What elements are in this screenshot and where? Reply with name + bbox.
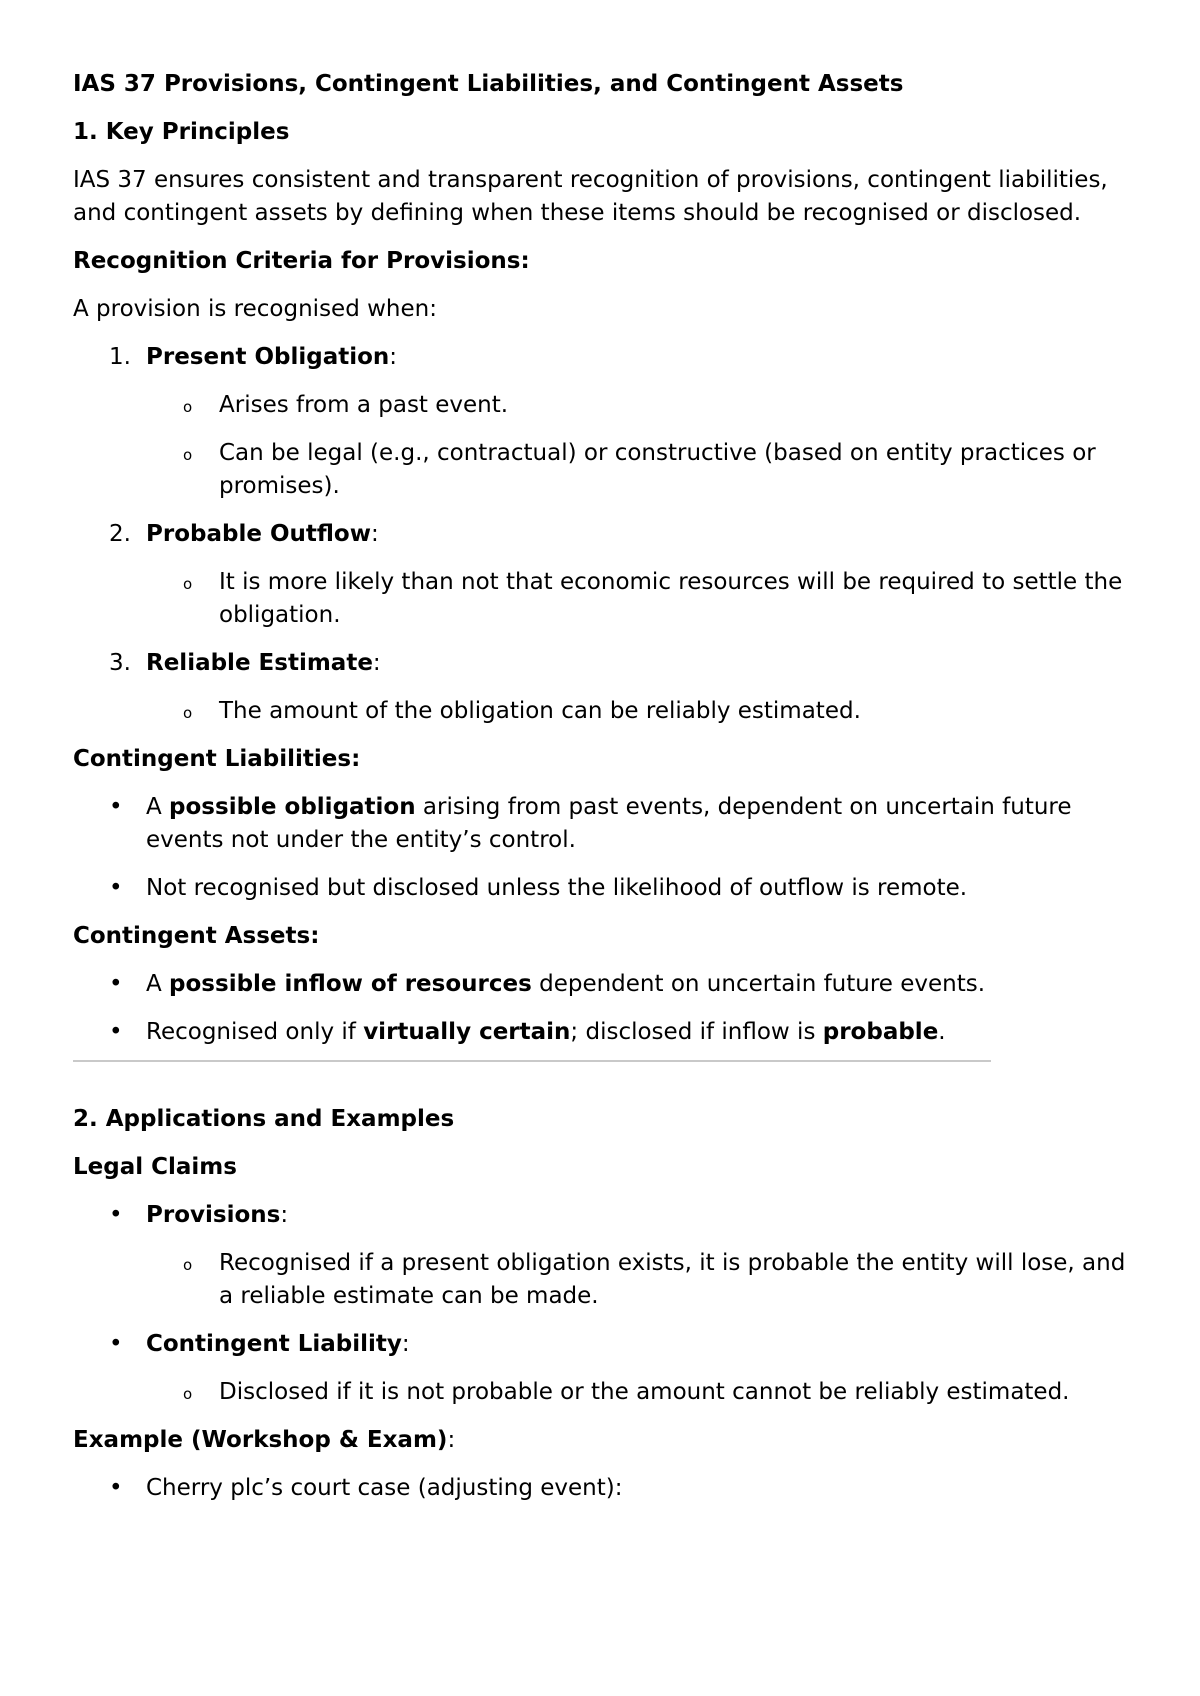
sub-bullet-marker: o	[183, 398, 193, 416]
sub-bullet-marker: o	[183, 704, 193, 722]
sub-bullet-marker: o	[183, 1385, 193, 1403]
list-number: 1.	[109, 344, 131, 370]
bullet-item	[73, 1016, 1133, 1049]
bullet-label: Contingent Liability	[146, 1331, 402, 1357]
sub-item-text: The amount of the obligation can be reliably estimated.	[219, 698, 861, 724]
sub-item-text: Can be legal (e.g., contractual) or constructive (based on entity practices or promises).	[219, 440, 1096, 499]
bullet-text-bold: possible obligation	[169, 794, 416, 820]
sub-list-item	[73, 566, 1133, 632]
section-heading-key-principles: 1. Key Principles	[73, 119, 290, 145]
document-title: IAS 37 Provisions, Contingent Liabilities, and Contingent Assets	[73, 71, 904, 97]
bullet-item-provisions	[73, 1199, 1133, 1232]
sub-item-text: Disclosed if it is not probable or the amount cannot be reliably estimated.	[219, 1379, 1070, 1405]
bullet-text-post: dependent on uncertain future events.	[531, 971, 986, 997]
horizontal-rule	[73, 1060, 991, 1062]
bullet-marker: •	[109, 794, 123, 820]
sub-list-item	[73, 1247, 1133, 1313]
list-number: 2.	[109, 521, 131, 547]
sub-bullet-marker: o	[183, 1256, 193, 1274]
sub-list-item	[73, 1376, 1133, 1409]
bullet-label: Provisions	[146, 1202, 281, 1228]
recognition-criteria-heading: Recognition Criteria for Provisions:	[73, 248, 530, 274]
contingent-liabilities-heading: Contingent Liabilities:	[73, 746, 361, 772]
example-colon: :	[447, 1427, 456, 1453]
criterion-present-obligation	[73, 341, 1133, 374]
criterion-probable-outflow	[73, 518, 1133, 551]
document-page	[73, 68, 1133, 1520]
bullet-text-bold: possible inflow of resources	[169, 971, 532, 997]
bullet-text-post: arising from past events, dependent on uncertain future events not under the entity’s control.	[146, 794, 1072, 853]
section-heading-applications: 2. Applications and Examples	[73, 1106, 455, 1132]
bullet-item-contingent-liability	[73, 1328, 1133, 1361]
criterion-colon: :	[370, 521, 379, 547]
bullet-text-bold: virtually certain	[363, 1019, 571, 1045]
bullet-marker: •	[109, 971, 123, 997]
bullet-text-post: .	[938, 1019, 946, 1045]
bullet-marker: •	[109, 1331, 123, 1357]
bullet-text-mid: ; disclosed if inflow is	[570, 1019, 823, 1045]
bullet-colon: :	[401, 1331, 410, 1357]
example-label: Example (Workshop & Exam)	[73, 1427, 448, 1453]
bullet-text-pre: A	[146, 794, 170, 820]
sub-item-text: It is more likely than not that economic resources will be required to settle the obligation.	[219, 569, 1123, 628]
bullet-text: Not recognised but disclosed unless the likelihood of outflow is remote.	[146, 875, 968, 901]
criterion-colon: :	[372, 650, 381, 676]
bullet-marker: •	[109, 1019, 123, 1045]
bullet-text-bold: probable	[822, 1019, 939, 1045]
sub-list-item	[73, 695, 1133, 728]
sub-bullet-marker: o	[183, 575, 193, 593]
bullet-marker: •	[109, 1202, 123, 1228]
bullet-text-pre: Recognised only if	[146, 1019, 364, 1045]
recognition-intro: A provision is recognised when:	[73, 296, 437, 322]
criterion-colon: :	[389, 344, 398, 370]
intro-paragraph: IAS 37 ensures consistent and transparent recognition of provisions, contingent liabilities, and contingent assets by defining when these items should be recognised or disclosed.	[73, 167, 1108, 226]
bullet-item	[73, 872, 1133, 905]
legal-claims-heading: Legal Claims	[73, 1154, 237, 1180]
bullet-item	[73, 791, 1133, 857]
bullet-marker: •	[109, 1475, 123, 1501]
criterion-label: Probable Outflow	[146, 521, 371, 547]
sub-list-item	[73, 437, 1133, 503]
bullet-colon: :	[280, 1202, 289, 1228]
criterion-label: Reliable Estimate	[146, 650, 373, 676]
contingent-assets-heading: Contingent Assets:	[73, 923, 320, 949]
example-heading	[73, 1424, 1133, 1457]
bullet-item	[73, 1472, 1133, 1505]
criterion-label: Present Obligation	[146, 344, 390, 370]
bullet-item	[73, 968, 1133, 1001]
sub-bullet-marker: o	[183, 446, 193, 464]
bullet-text: Cherry plc’s court case (adjusting event):	[146, 1475, 623, 1501]
bullet-text-pre: A	[146, 971, 170, 997]
list-number: 3.	[109, 650, 131, 676]
criterion-reliable-estimate	[73, 647, 1133, 680]
sub-item-text: Arises from a past event.	[219, 392, 509, 418]
bullet-marker: •	[109, 875, 123, 901]
sub-item-text: Recognised if a present obligation exists, it is probable the entity will lose, and a reliable estimate can be made.	[219, 1250, 1126, 1309]
sub-list-item	[73, 389, 1133, 422]
